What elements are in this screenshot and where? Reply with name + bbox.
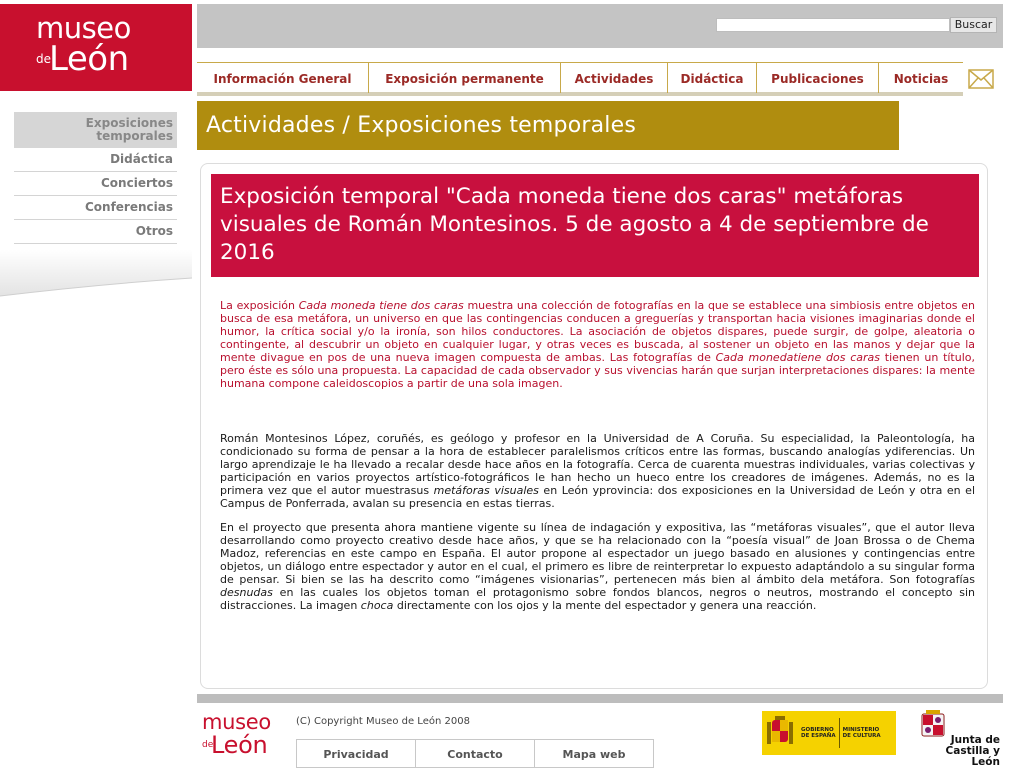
article-header [211, 174, 979, 277]
nav-item-0[interactable]: Información General [197, 63, 369, 93]
text-run: Cada monedatiene dos caras [715, 351, 881, 364]
subnav-item-4[interactable]: Otros [14, 220, 177, 244]
footer-divider [197, 694, 1003, 703]
subnav-item-0[interactable]: Exposiciones temporales [14, 112, 177, 148]
text-run: Román Montesinos López, coruñés, es geólogo y profesor en la Universidad de A Coruña. Su especialidad, la Paleontología, ha condicionado su forma de pensar a la hora de establecer paralelismos críticos entre las formas, buscando analogías ydiferencias. Un largo aprendizaje le ha llevado a recalar desde hace años en la fotografía. Cerca de cuarenta muestras individuales, varias colectivas y participación en varios proyectos artístico-fotográficos le han hecho un hueco entre los creadores de imágenes. Además, no es la primera vez que el autor muestrasus [220, 432, 975, 497]
site-logo[interactable] [0, 4, 192, 91]
nav-item-3[interactable]: Didáctica [668, 63, 757, 93]
footer-logo-de: de [202, 740, 214, 750]
footer-logo-leon: León [211, 731, 268, 759]
footer-link-0[interactable]: Privacidad [297, 740, 416, 767]
gov-left-text: GOBIERNO DE ESPAÑA [801, 727, 836, 739]
footer-link-1[interactable]: Contacto [416, 740, 535, 767]
section-title-bar [197, 101, 899, 150]
main-navigation [197, 48, 1003, 101]
junta-castilla-leon-logo[interactable] [914, 710, 1000, 768]
copyright-text: (C) Copyright Museo de León 2008 [296, 716, 470, 727]
sub-navigation [14, 112, 177, 244]
page-title: Actividades / Exposiciones temporales [206, 113, 637, 138]
footer-link-2[interactable]: Mapa web [562, 748, 626, 761]
article-paragraph-author [220, 432, 975, 510]
text-run: tienen un título, pero éste es sólo una propuesta. La capacidad de cada observador y sus vivencias harán que surjan interpretaciones dispares: la mente humana compone caleidoscopios a partir de una sola imagen. [220, 351, 976, 390]
left-column [0, 0, 192, 320]
text-run: Cada moneda tiene dos caras [298, 299, 464, 312]
decorative-swoosh [0, 250, 192, 310]
text-run: en León yprovincia: dos exposiciones en la Universidad de León y otra en el Campus de Ponferrada, avalan su presencia en estas tierras. [220, 484, 975, 510]
search-input[interactable] [716, 18, 950, 32]
subnav-item-3[interactable]: Conferencias [14, 196, 177, 220]
text-run: En el proyecto que presenta ahora mantiene vigente su línea de indagación y expositiva, las “metáforas visuales”, que el autor lleva desarrollando como proyecto creativo desde hace años, y que se ha relacionado con la “poesía visual” de Joan Brossa o de Chema Madoz, referencias en este campo en España. El autor propone al espectador un juego basado en alusiones y contingencias entre objetos, un diálogo entre espectador y autor en el cual, el primero es libre de reinterpretar lo expuesto adaptándolo a su singular forma de pensar. Si bien se las ha descrito como “imágenes visionarias”, pertenecen más bien al ámbito dela metáfora. Son fotografías [220, 521, 975, 586]
nav-item-1[interactable]: Exposición permanente [369, 63, 561, 93]
logo-line-museo: museo [36, 11, 131, 45]
footer-logo-museo: museo [202, 710, 271, 734]
spain-crest-icon [762, 711, 798, 755]
logo-text [36, 11, 131, 79]
search-button[interactable]: Buscar [950, 17, 997, 33]
subnav-item-2[interactable]: Conciertos [14, 172, 177, 196]
contact-mail-button[interactable] [962, 60, 1000, 98]
text-run: metáforas visuales [433, 484, 539, 497]
text-run: La exposición [220, 299, 299, 312]
gobierno-espana-logo[interactable] [762, 711, 896, 755]
article-title: Exposición temporal "Cada moneda tiene dos caras" metáforas visuales de Román Montesinos. 5 de agosto a 4 de septiembre de 2016 [220, 184, 929, 265]
text-run: muestra una colección de fotografías en la que se establece una simbiosis entre objetos en busca de esa metáfora, un universo en que las contingencias conducen a greguerías y transportan hacia visiones imaginarias donde el humor, la crítica social y/o la ironía, son hilos conductores. La asociación de objetos dispares, puede surgir, de golpe, aleatoria o contingente, al descubrir un objeto en cualquier lugar, y otras veces es buscada, al sostener un objeto en las manos y dejar que la mente divague en pos de una nueva imagen compuesta de ambas. Las fotografías de [220, 299, 975, 364]
article-paragraph-intro [220, 299, 975, 390]
text-run: en las cuales los objetos toman el protagonismo sobre fondos blancos, negros o neutros, mostrando el concepto sin distracciones. La imagen [220, 586, 975, 612]
castilla-leon-crest-icon [920, 710, 946, 738]
subnav-item-1[interactable]: Didáctica [14, 148, 177, 172]
text-run: choca [360, 599, 394, 612]
content-panel [200, 163, 988, 689]
nav-item-5[interactable]: Noticias [893, 72, 949, 86]
nav-item-2[interactable]: Actividades [561, 63, 668, 93]
footer-logo[interactable] [202, 712, 271, 757]
article-paragraph-project [220, 521, 975, 612]
text-run: directamente con los ojos y la mente del espectador y genera una reacción. [393, 599, 817, 612]
logo-line-leon: León [49, 39, 129, 79]
footer-links [296, 739, 654, 768]
jcyl-text: Junta de Castilla y León [945, 734, 1000, 768]
text-run: desnudas [220, 586, 273, 599]
logo-de: de [36, 52, 51, 66]
gov-right-text: MINISTERIO DE CULTURA [842, 727, 881, 739]
mail-icon [968, 69, 994, 89]
nav-item-4[interactable]: Publicaciones [757, 63, 879, 93]
